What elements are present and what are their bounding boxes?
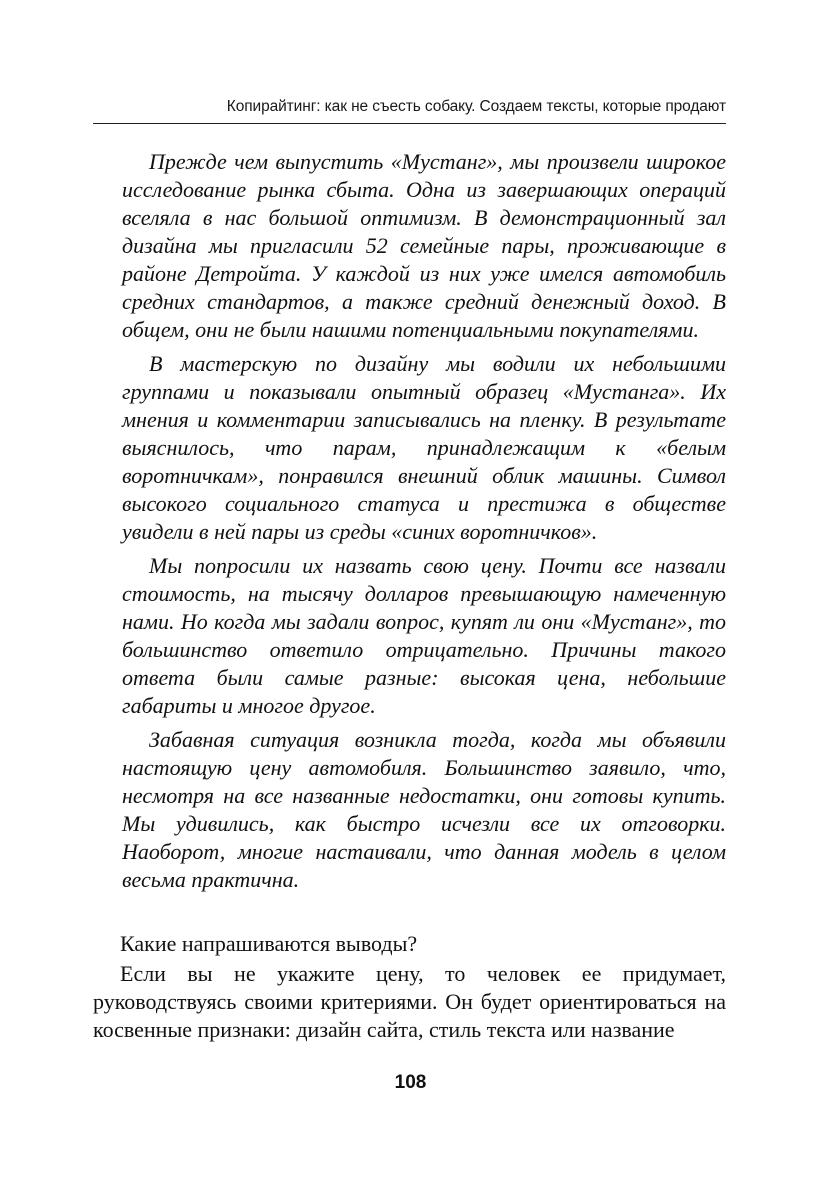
header-rule [93,123,726,124]
italic-quote-block [122,148,726,900]
quote-paragraph: В мастерскую по дизайну мы водили их небольшими группами и показывали опытный образец «Мустанга». Их мнения и комментарии записывались на пленку. В результате выяснилось, что парам, принадлежащим к «белым воротничкам», понравился внешний облик машины. Символ высокого социального статуса и престижа в обществе увидели в ней пары из среды «синих воротничков». [122,351,726,544]
running-head: Копирайтинг: как не съесть собаку. Создаем тексты, которые продают [226,98,726,115]
page-number: 108 [394,1072,427,1093]
body-paragraph: Если вы не укажите цену, то человек ее придумает, руководствуясь своими критериями. Он будет ориентироваться на косвенные признаки: дизайн сайта, стиль текста или название [93,961,726,1042]
quote-paragraph: Прежде чем выпустить «Мустанг», мы произвели широкое исследование рынка сбыта. Одна из завершающих операций вселяла в нас большой оптимизм. В демонстрационный зал дизайна мы пригласили 52 семейные пары, проживающие в районе Детройта. У каждой из них уже имелся автомобиль средних стандартов, а также средний денежный доход. В общем, они не были нашими потенциальными покупателями. [122,149,726,342]
quote-paragraph: Мы попросили их назвать свою цену. Почти все назвали стоимость, на тысячу долларов превышающую намеченную нами. Но когда мы задали вопрос, купят ли они «Мустанг», то большинство ответило отрицательно. Причины такого ответа были самые разные: высокая цена, небольшие габариты и многое другое. [122,553,726,718]
quote-paragraph: Забавная ситуация возникла тогда, когда мы объявили настоящую цену автомобиля. Большинство заявило, что, несмотря на все названные недостатки, они готовы купить. Мы удивились, как быстро исчезли все их отговорки. Наоборот, многие настаивали, что данная модель в целом весьма практична. [122,727,726,892]
body-text [93,930,726,1046]
body-paragraph: Какие напрашиваются выводы? [120,931,418,956]
